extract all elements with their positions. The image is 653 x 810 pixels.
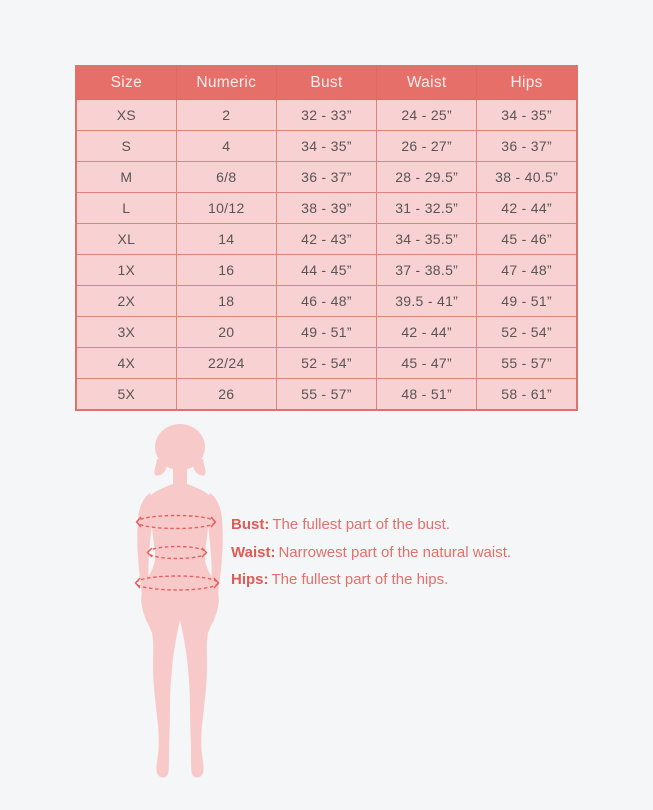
legend-line xyxy=(231,511,511,539)
column-header: Size xyxy=(76,66,176,100)
table-cell: 26 xyxy=(176,379,276,411)
table-cell: 39.5 - 41” xyxy=(377,286,477,317)
table-row xyxy=(76,193,577,224)
table-cell: 48 - 51” xyxy=(377,379,477,411)
hips-arrow-left xyxy=(136,578,141,588)
body-silhouette xyxy=(137,424,223,778)
legend-text: The fullest part of the hips. xyxy=(271,571,449,588)
legend-line xyxy=(231,566,511,594)
arm-left xyxy=(137,493,153,624)
table-cell: 42 - 44” xyxy=(377,317,477,348)
table-cell: 52 - 54” xyxy=(477,317,577,348)
measurement-figure xyxy=(126,423,234,783)
table-cell: 14 xyxy=(176,224,276,255)
table-row xyxy=(76,286,577,317)
table-cell: 38 - 39” xyxy=(276,193,376,224)
female-body-silhouette-icon xyxy=(126,423,234,783)
table-row xyxy=(76,317,577,348)
table-cell: 47 - 48” xyxy=(477,255,577,286)
table-row xyxy=(76,255,577,286)
hair-flip-right xyxy=(193,459,206,476)
table-cell: 36 - 37” xyxy=(276,162,376,193)
column-header: Waist xyxy=(377,66,477,100)
size-chart-header xyxy=(76,66,577,100)
table-cell: 2X xyxy=(76,286,176,317)
table-cell: 5X xyxy=(76,379,176,411)
table-cell: XL xyxy=(76,224,176,255)
table-cell: 55 - 57” xyxy=(477,348,577,379)
table-cell: 3X xyxy=(76,317,176,348)
table-cell: 34 - 35” xyxy=(276,131,376,162)
column-header: Hips xyxy=(477,66,577,100)
table-cell: 6/8 xyxy=(176,162,276,193)
size-chart-table xyxy=(75,65,578,411)
header-row xyxy=(76,66,577,100)
measurement-legend xyxy=(231,511,511,594)
table-cell: XS xyxy=(76,100,176,131)
table-cell: M xyxy=(76,162,176,193)
column-header: Numeric xyxy=(176,66,276,100)
table-cell: 55 - 57” xyxy=(276,379,376,411)
table-cell: 42 - 44” xyxy=(477,193,577,224)
size-chart xyxy=(75,65,578,411)
table-row xyxy=(76,348,577,379)
table-cell: 1X xyxy=(76,255,176,286)
table-cell: L xyxy=(76,193,176,224)
neck xyxy=(173,461,187,487)
table-cell: 46 - 48” xyxy=(276,286,376,317)
table-cell: 10/12 xyxy=(176,193,276,224)
table-cell: 45 - 47” xyxy=(377,348,477,379)
table-cell: 4 xyxy=(176,131,276,162)
table-cell: 22/24 xyxy=(176,348,276,379)
table-cell: 58 - 61” xyxy=(477,379,577,411)
table-cell: 20 xyxy=(176,317,276,348)
table-cell: 34 - 35” xyxy=(477,100,577,131)
hair-flip-left xyxy=(154,459,167,476)
column-header: Bust xyxy=(276,66,376,100)
table-cell: 49 - 51” xyxy=(477,286,577,317)
table-cell: 49 - 51” xyxy=(276,317,376,348)
table-cell: 38 - 40.5” xyxy=(477,162,577,193)
table-row xyxy=(76,100,577,131)
table-row xyxy=(76,131,577,162)
legend-label: Waist: xyxy=(231,543,276,561)
legend-label: Hips: xyxy=(231,571,269,588)
table-cell: 2 xyxy=(176,100,276,131)
table-cell: 52 - 54” xyxy=(276,348,376,379)
arm-right xyxy=(207,493,223,624)
table-cell: 45 - 46” xyxy=(477,224,577,255)
legend-text: The fullest part of the bust. xyxy=(272,516,450,533)
table-row xyxy=(76,379,577,411)
legend-line xyxy=(231,539,511,567)
table-cell: 28 - 29.5” xyxy=(377,162,477,193)
table-row xyxy=(76,224,577,255)
table-cell: 34 - 35.5” xyxy=(377,224,477,255)
table-cell: 24 - 25” xyxy=(377,100,477,131)
table-cell: 44 - 45” xyxy=(276,255,376,286)
table-cell: 42 - 43” xyxy=(276,224,376,255)
table-cell: 16 xyxy=(176,255,276,286)
table-cell: 31 - 32.5” xyxy=(377,193,477,224)
legend-text: Narrowest part of the natural waist. xyxy=(278,543,512,561)
table-cell: 18 xyxy=(176,286,276,317)
table-cell: 4X xyxy=(76,348,176,379)
size-chart-body xyxy=(76,100,577,411)
table-cell: 36 - 37” xyxy=(477,131,577,162)
legend-label: Bust: xyxy=(231,516,270,533)
table-row xyxy=(76,162,577,193)
table-cell: 37 - 38.5” xyxy=(377,255,477,286)
torso-legs xyxy=(141,484,219,778)
table-cell: S xyxy=(76,131,176,162)
table-cell: 26 - 27” xyxy=(377,131,477,162)
table-cell: 32 - 33” xyxy=(276,100,376,131)
